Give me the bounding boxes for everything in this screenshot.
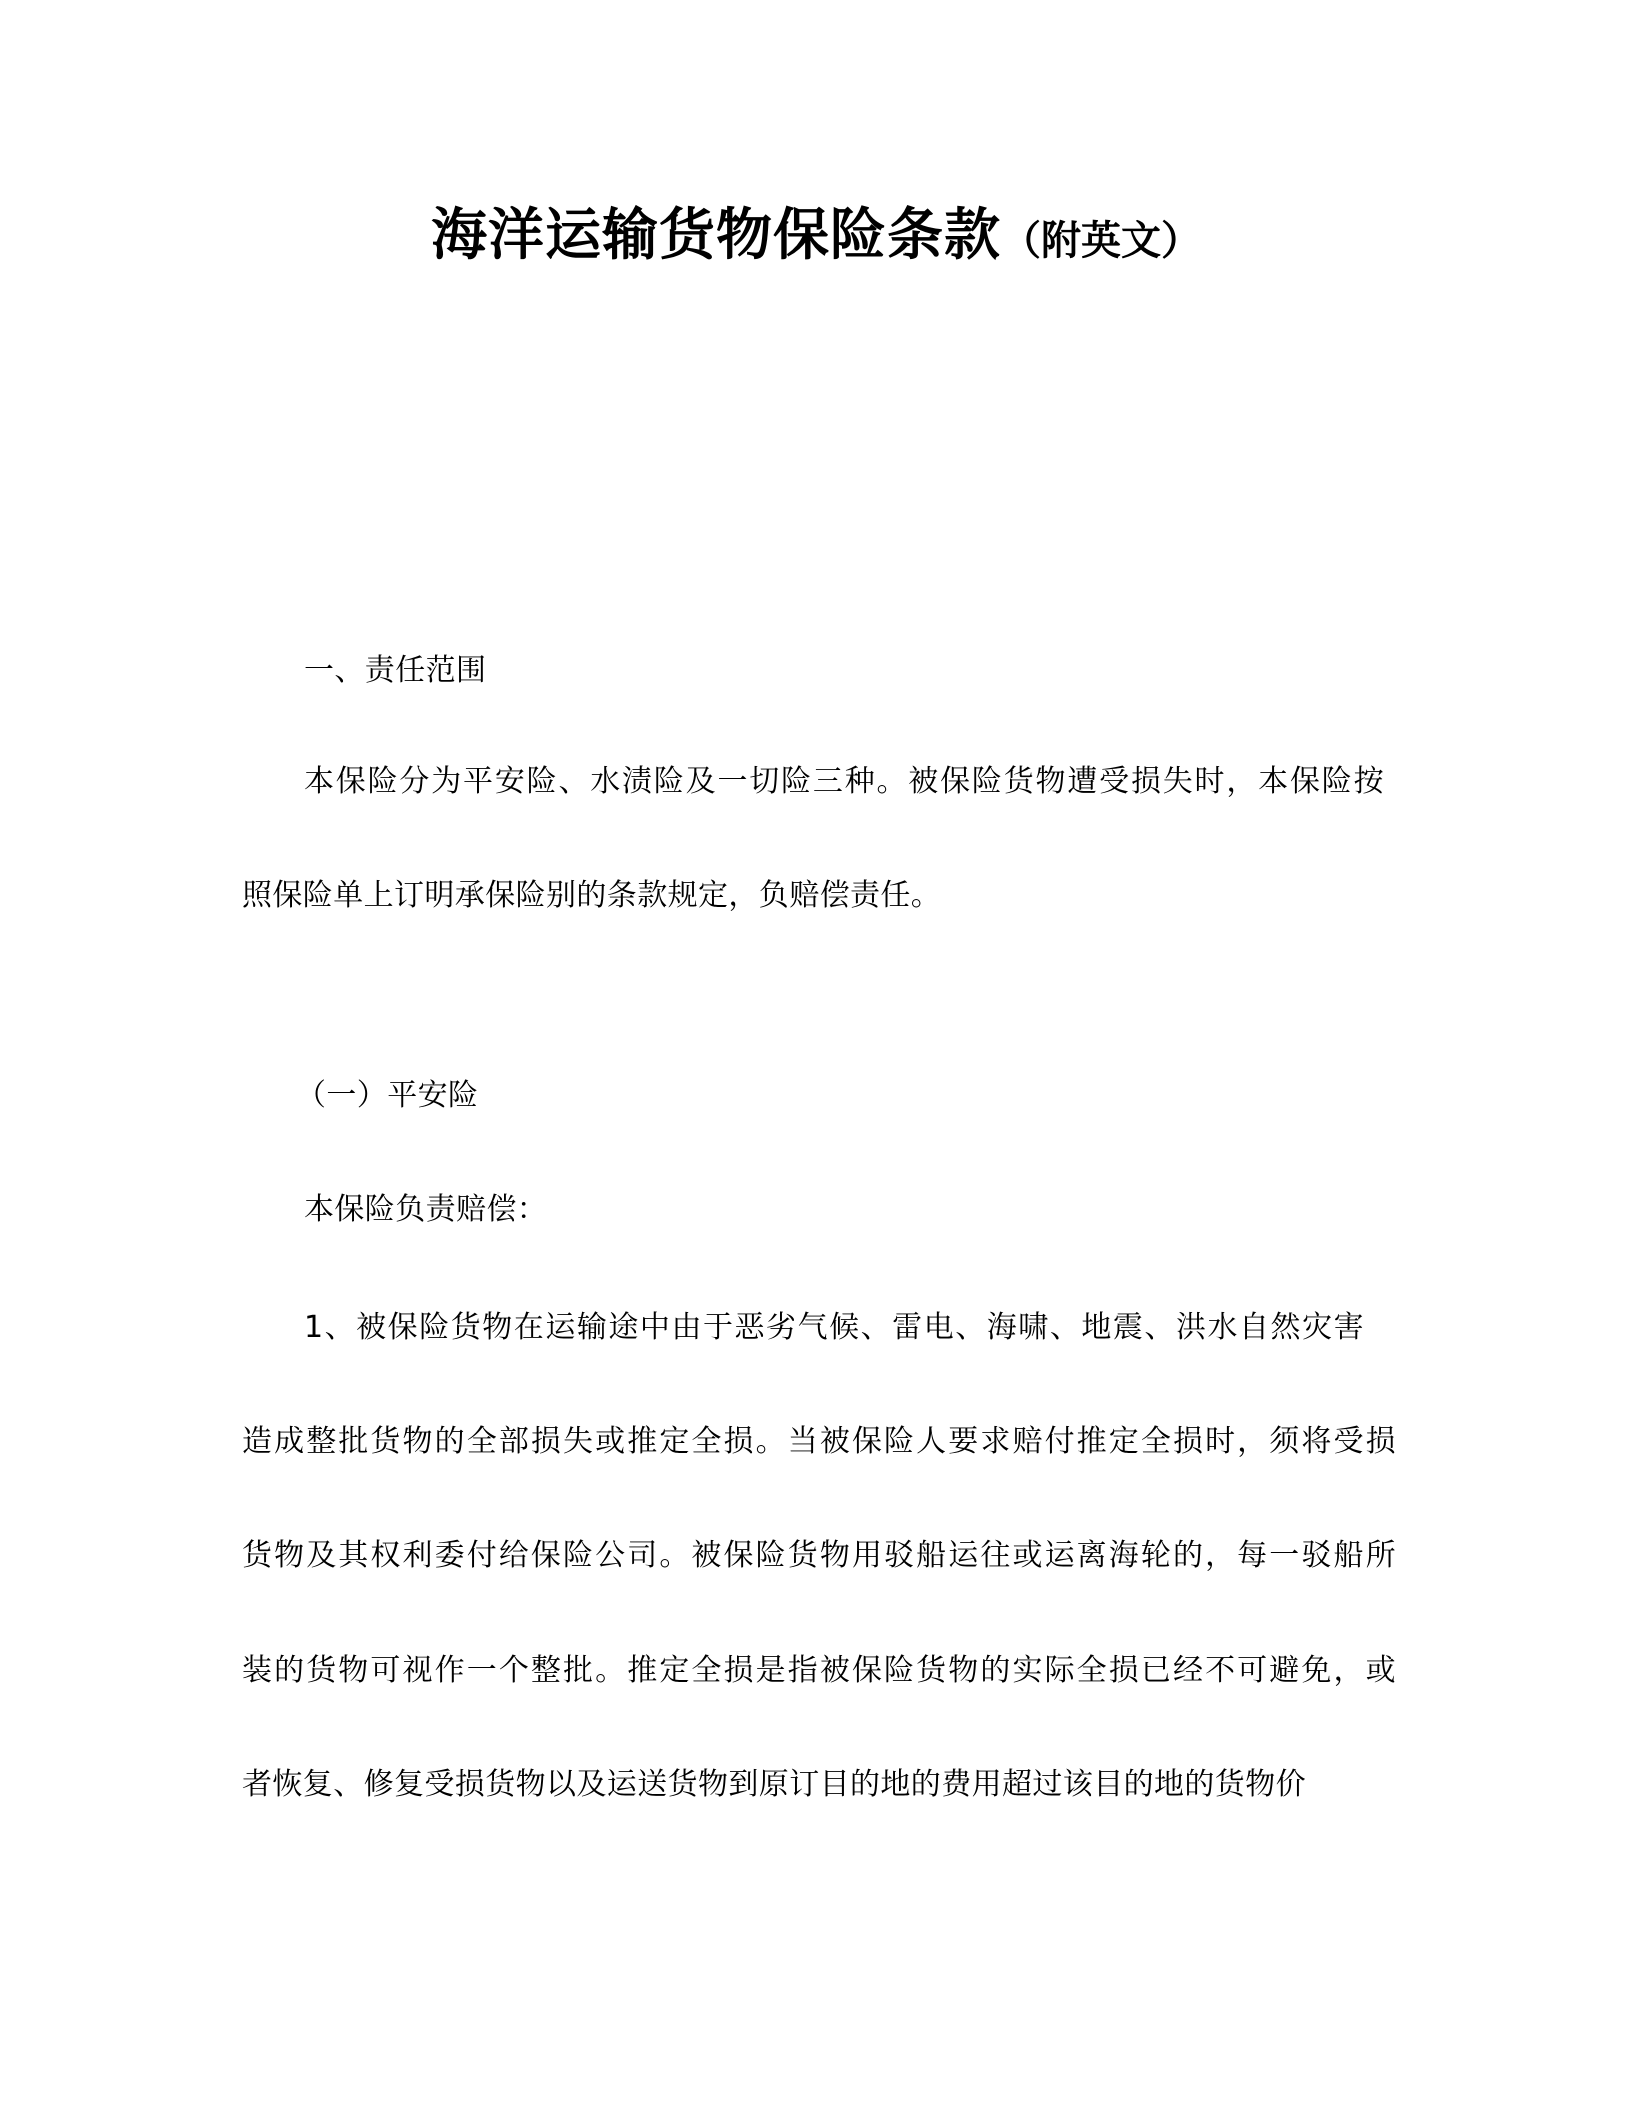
- section-heading-liability-scope: 一、责任范围: [304, 653, 487, 688]
- subsection-heading-fpa: （一）平安险: [296, 1078, 479, 1113]
- paragraph-line: 者恢复、修复受损货物以及运送货物到原订目的地的费用超过该目的地的货物价: [242, 1767, 1306, 1802]
- paragraph-line: 1、被保险货物在运输途中由于恶劣气候、雷电、海啸、地震、洪水自然灾害: [304, 1310, 1364, 1345]
- document-title: [0, 196, 1632, 289]
- paragraph-line: 装的货物可视作一个整批。推定全损是指被保险货物的实际全损已经不可避免，或: [242, 1653, 1396, 1688]
- paragraph-line: 货物及其权利委付给保险公司。被保险货物用驳船运往或运离海轮的，每一驳船所: [242, 1538, 1396, 1573]
- paragraph-line: 照保险单上订明承保险别的条款规定，负赔偿责任。: [242, 878, 942, 913]
- subsection-intro: 本保险负责赔偿：: [304, 1192, 548, 1227]
- paragraph-line: 造成整批货物的全部损失或推定全损。当被保险人要求赔付推定全损时，须将受损: [242, 1424, 1396, 1459]
- title-main: 海洋运输货物保险条款: [431, 203, 1001, 268]
- title-suffix: （附英文）: [1001, 218, 1201, 264]
- paragraph-line: 本保险分为平安险、水渍险及一切险三种。被保险货物遭受损失时，本保险按: [304, 764, 1384, 799]
